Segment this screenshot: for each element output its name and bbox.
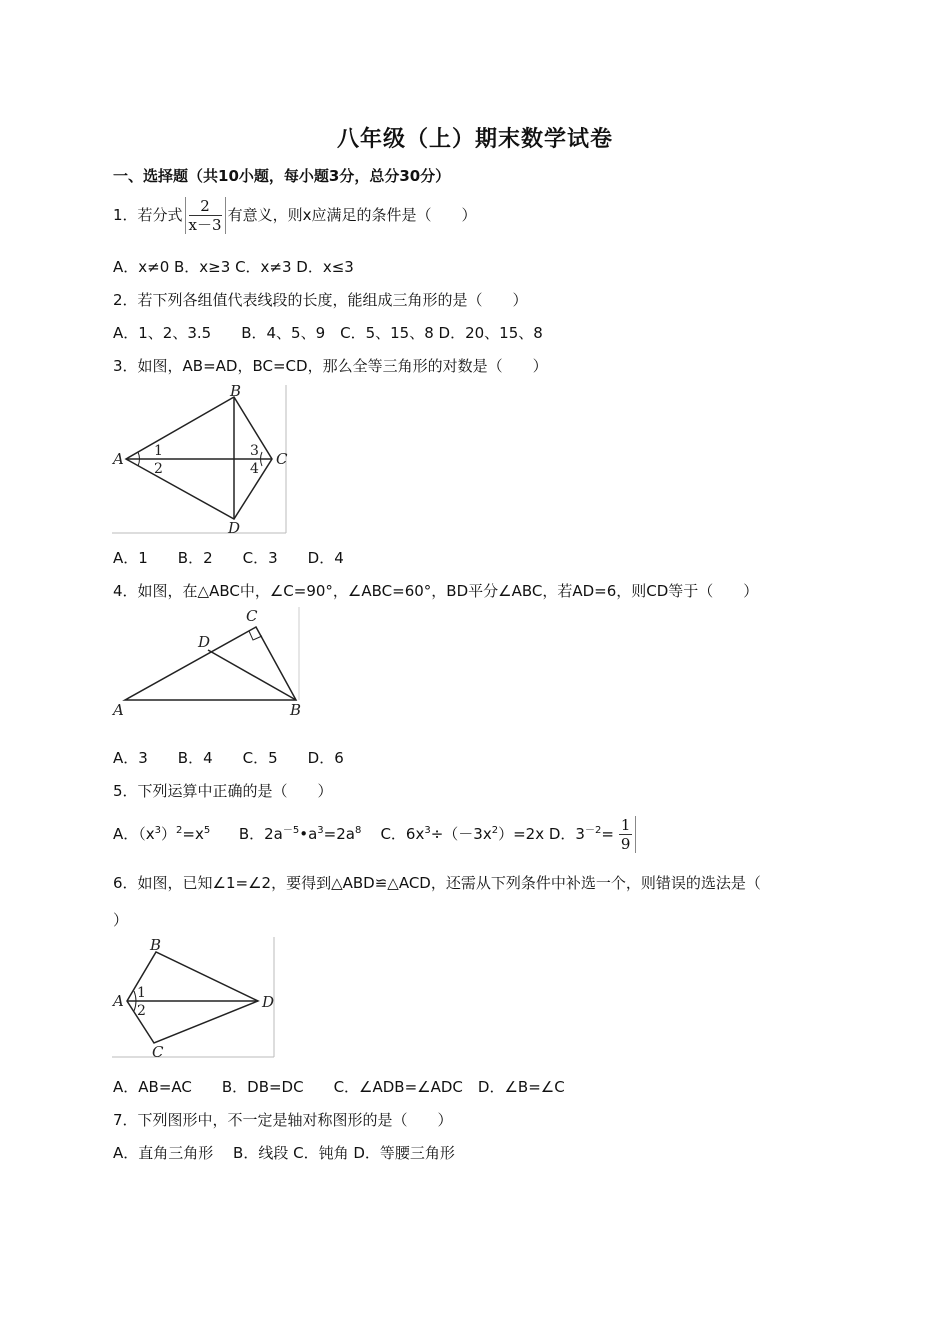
q6-label-c: C xyxy=(152,1043,164,1061)
q6-label-a: A xyxy=(113,992,124,1010)
q4-figure-triangle xyxy=(110,605,305,720)
question-4-options: A．3 B．4 C．5 D．6 xyxy=(113,749,344,767)
question-6-stem-line1: 6．如图，已知∠1=∠2，要得到△ABD≌△ACD，还需从下列条件中补选一个，则错误的选法是（ xyxy=(113,874,761,892)
q5-opt-a-sup3: 5 xyxy=(203,825,211,836)
q1-suffix: 有意义，则x应满足的条件是（ ） xyxy=(227,206,477,224)
q6-angle-1: 1 xyxy=(137,985,146,1001)
q5-opt-a-sup1: 3 xyxy=(154,825,162,836)
q4-triangle-abc xyxy=(125,627,296,700)
q1-frac-den: x－3 xyxy=(188,216,222,234)
q5-opt-c-part1: C．6x xyxy=(380,825,425,843)
q5-opt-b-sup2: 3 xyxy=(317,825,324,836)
q5-opt-b-sup3: 8 xyxy=(354,825,362,836)
q5-opt-c-sup2: 2 xyxy=(491,825,499,836)
q1-frac-num: 2 xyxy=(189,197,222,216)
question-1-options: A．x≠0 B．x≥3 C．x≠3 D．x≤3 xyxy=(113,258,354,276)
q5-opt-c-part3: ）=2x D．3 xyxy=(498,825,585,843)
q3-angle-4: 4 xyxy=(250,461,259,477)
question-3-stem: 3．如图，AB=AD，BC=CD，那么全等三角形的对数是（ ） xyxy=(113,357,548,375)
q5-opt-b-part1: B．2a xyxy=(238,825,283,843)
question-5-options xyxy=(113,816,638,853)
section-heading: 一、选择题（共10小题，每小题3分，总分30分） xyxy=(113,167,451,185)
q5-opt-c-sup1: 3 xyxy=(424,825,431,836)
q5-opt-a-part3: =x xyxy=(182,825,204,843)
q5-opt-b-sup1: －5 xyxy=(282,825,300,836)
q4-label-d: D xyxy=(198,633,211,651)
question-6-options: A．AB=AC B．DB=DC C．∠ADB=∠ADC D．∠B=∠C xyxy=(113,1078,565,1096)
q1-prefix: 1．若分式 xyxy=(113,206,183,224)
question-5-stem: 5．下列运算中正确的是（ ） xyxy=(113,782,333,800)
question-7-options: A．直角三角形 B．线段 C．钝角 D．等腰三角形 xyxy=(113,1144,455,1162)
q4-label-a: A xyxy=(113,701,124,719)
question-1-stem xyxy=(113,197,476,234)
q5-opt-d-den: 9 xyxy=(620,835,631,853)
question-2-options: A．1、2、3.5 B．4、5、9 C．5、15、8 D．20、15、8 xyxy=(113,324,543,342)
q5-opt-a-sup2: 2 xyxy=(176,825,183,836)
q6-angle-2: 2 xyxy=(137,1003,146,1019)
q1-fraction xyxy=(185,197,226,234)
q3-angle-1: 1 xyxy=(154,443,163,459)
q4-label-c: C xyxy=(246,607,258,625)
q3-label-d: D xyxy=(228,519,241,537)
question-7-stem: 7．下列图形中，不一定是轴对称图形的是（ ） xyxy=(113,1111,453,1129)
q3-label-c: C xyxy=(276,450,288,468)
q5-opt-c-part2: ÷（－3x xyxy=(430,825,492,843)
q3-angle-3: 3 xyxy=(250,443,259,459)
q6-figure-kite xyxy=(110,935,282,1063)
page-title: 八年级（上）期末数学试卷 xyxy=(336,127,613,152)
q3-label-a: A xyxy=(113,450,124,468)
question-4-stem: 4．如图，在△ABC中，∠C=90°，∠ABC=60°，BD平分∠ABC，若AD=6，则CD等于（ ） xyxy=(113,582,759,600)
question-6-stem-line2: ） xyxy=(113,911,129,929)
q5-opt-d-fraction xyxy=(616,816,637,853)
q5-opt-d-eq: = xyxy=(601,825,614,843)
question-3-options: A．1 B．2 C．3 D．4 xyxy=(113,549,344,567)
q6-label-d: D xyxy=(262,993,275,1011)
q5-opt-a-part1: A．（x xyxy=(113,825,155,843)
q3-label-b: B xyxy=(230,383,242,400)
question-2-stem: 2．若下列各组值代表线段的长度，能组成三角形的是（ ） xyxy=(113,291,528,309)
q5-opt-a-part2: ） xyxy=(161,825,177,843)
q5-opt-d-num: 1 xyxy=(620,816,631,834)
q6-label-b: B xyxy=(150,936,162,954)
q5-opt-d-sup: －2 xyxy=(584,825,602,836)
q3-figure-kite xyxy=(110,383,292,538)
q4-label-b: B xyxy=(290,701,302,719)
q5-opt-b-part2: •a xyxy=(299,825,318,843)
q3-angle-2: 2 xyxy=(154,461,163,477)
q5-opt-b-part3: =2a xyxy=(323,825,355,843)
q6-quadrilateral xyxy=(127,952,258,1043)
